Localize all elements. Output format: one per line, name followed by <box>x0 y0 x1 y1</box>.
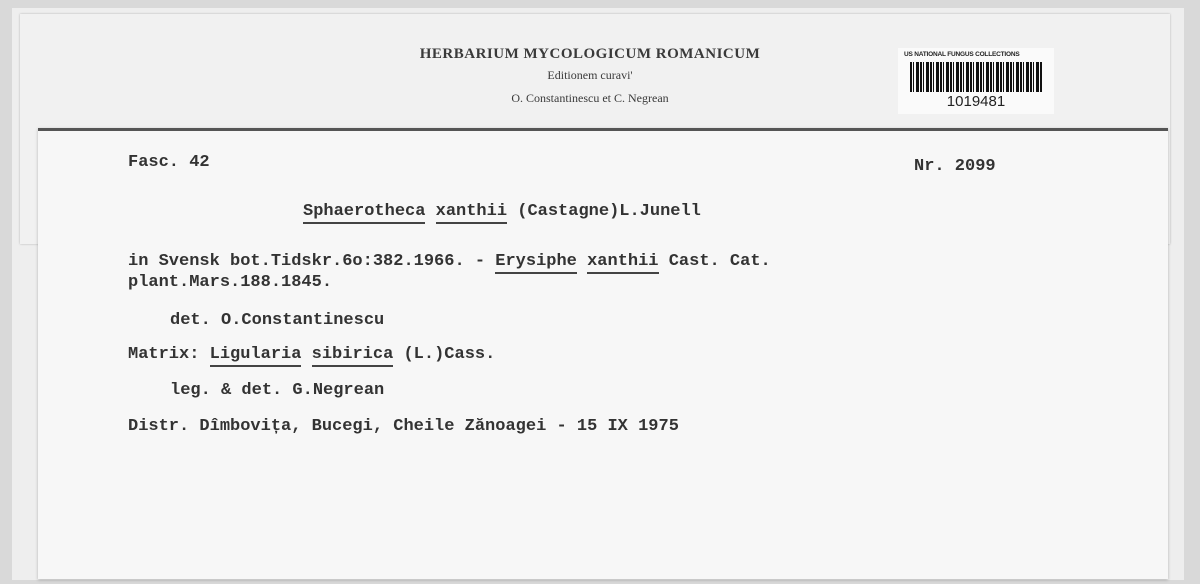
barcode-number: 1019481 <box>946 93 1006 110</box>
determiner-line: det. O.Constantinescu <box>170 311 385 330</box>
distribution-line: Distr. Dîmbovița, Bucegi, Cheile Zănoagei - 15 IX 1975 <box>128 417 679 436</box>
header-editors: O. Constantinescu et C. Negrean <box>511 91 669 105</box>
synonym-genus: Erysiphe <box>495 252 577 274</box>
host-genus: Ligularia <box>210 345 302 367</box>
species-authority: (Castagne)L.Junell <box>517 202 701 221</box>
collector-line: leg. & det. G.Negrean <box>170 381 385 400</box>
barcode-label <box>898 48 1054 114</box>
species-name <box>303 202 701 221</box>
citation-line-2: plant.Mars.188.1845. <box>128 273 333 292</box>
host-epithet: sibirica <box>312 345 394 367</box>
barcode-icon <box>910 62 1042 92</box>
matrix-label: Matrix: <box>128 345 200 364</box>
citation-line-1 <box>128 252 771 271</box>
header-title: HERBARIUM MYCOLOGICUM ROMANICUM <box>419 46 761 62</box>
host-authority: (L.)Cass. <box>403 345 496 364</box>
barcode-collection: US NATIONAL FUNGUS COLLECTIONS <box>904 51 1020 58</box>
synonym-epithet: xanthii <box>587 252 658 274</box>
synonym-authority: Cast. Cat. <box>668 252 771 271</box>
citation-start: in Svensk bot.Tidskr.6o:382.1966. - <box>128 252 486 271</box>
species-epithet: xanthii <box>436 202 507 224</box>
species-genus: Sphaerotheca <box>303 202 425 224</box>
matrix-line <box>128 345 495 364</box>
herbarium-header <box>330 44 850 110</box>
header-subtitle: Editionem curavi' <box>547 68 633 82</box>
exsiccata-number: Nr. 2099 <box>914 157 996 176</box>
fascicle-number: Fasc. 42 <box>128 153 210 172</box>
